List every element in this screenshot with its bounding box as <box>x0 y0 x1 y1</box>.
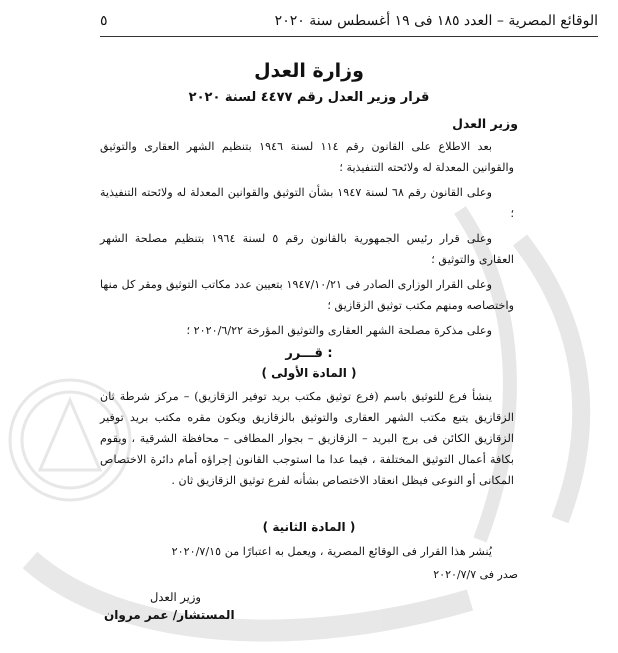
page-number: ٥ <box>100 13 108 29</box>
preamble-paragraph: وعلى القرار الوزارى الصادر فى ١٩٤٧/١٠/٢١ بتعيين عدد مكاتب التوثيق ومقر كل منها واختصاصه ومنهم مكتب توثيق الزقازيق ؛ <box>100 278 514 312</box>
article-2-heading: ( المادة الثانية ) <box>262 520 356 534</box>
article-2-text: يُنشر هذا القرار فى الوقائع المصرية ، ويعمل به اعتبارًا من ٢٠٢٠/٧/١٥ <box>171 545 492 558</box>
preamble-paragraph: وعلى مذكرة مصلحة الشهر العقارى والتوثيق المؤرخة ٢٠٢٠/٦/٢٢ ؛ <box>186 324 492 337</box>
article-1 <box>100 386 514 491</box>
header-divider <box>100 36 598 37</box>
minister-heading: وزير العدل <box>452 116 518 131</box>
decision-word: قـــرر : <box>285 346 333 361</box>
issue-date: صدر فى ٢٠٢٠/٧/٧ <box>433 568 518 581</box>
running-title: الوقائع المصرية – العدد ١٨٥ فى ١٩ أغسطس سنة ٢٠٢٠ <box>274 13 598 29</box>
preamble-paragraph: وعلى قرار رئيس الجمهورية بالقانون رقم ٥ لسنة ١٩٦٤ بتنظيم مصلحة الشهر العقارى والتوثيق ؛ <box>100 232 514 266</box>
preamble-paragraph: وعلى القانون رقم ٦٨ لسنة ١٩٤٧ بشأن التوثيق والقوانين المعدلة له ولائحته التنفيذية ؛ <box>100 186 514 220</box>
ministry-title: وزارة العدل <box>254 60 364 82</box>
article-1-heading: ( المادة الأولى ) <box>261 366 357 380</box>
signature-name: المستشار/ عمر مروان <box>104 608 235 622</box>
decree-title: قرار وزير العدل رقم ٤٤٧٧ لسنة ٢٠٢٠ <box>188 90 430 105</box>
article-2 <box>100 541 514 562</box>
signature-title: وزير العدل <box>150 590 201 604</box>
preamble-paragraph: بعد الاطلاع على القانون رقم ١١٤ لسنة ١٩٤٦ بتنظيم الشهر العقارى والتوثيق والقوانين المعدلة له ولائحته التنفيذية ؛ <box>100 140 514 174</box>
page-header <box>100 10 598 32</box>
article-1-text: ينشأ فرع للتوثيق باسم (فرع توثيق مكتب بريد توفير الزقازيق) – مركز شرطة ثان الزقازيق يتبع مكتب الشهر العقارى والتوثيق بالزقازيق ويكون مقره مكتب بريد توفير الزقازيق الكائن فى برج البريد – الزقازيق – بجوار المطافى – محافظة الشرقية ، ويقوم بكافة أعمال التوثيق المختلفة ، فيما عدا ما استوجب القانون إجراؤه أمام دائرة الاختصاص المكانى أو النوعى فيظل انعقاد الاختصاص بشأنه لفرع توثيق الزقازيق ثان . <box>100 390 514 487</box>
preamble <box>100 136 514 341</box>
